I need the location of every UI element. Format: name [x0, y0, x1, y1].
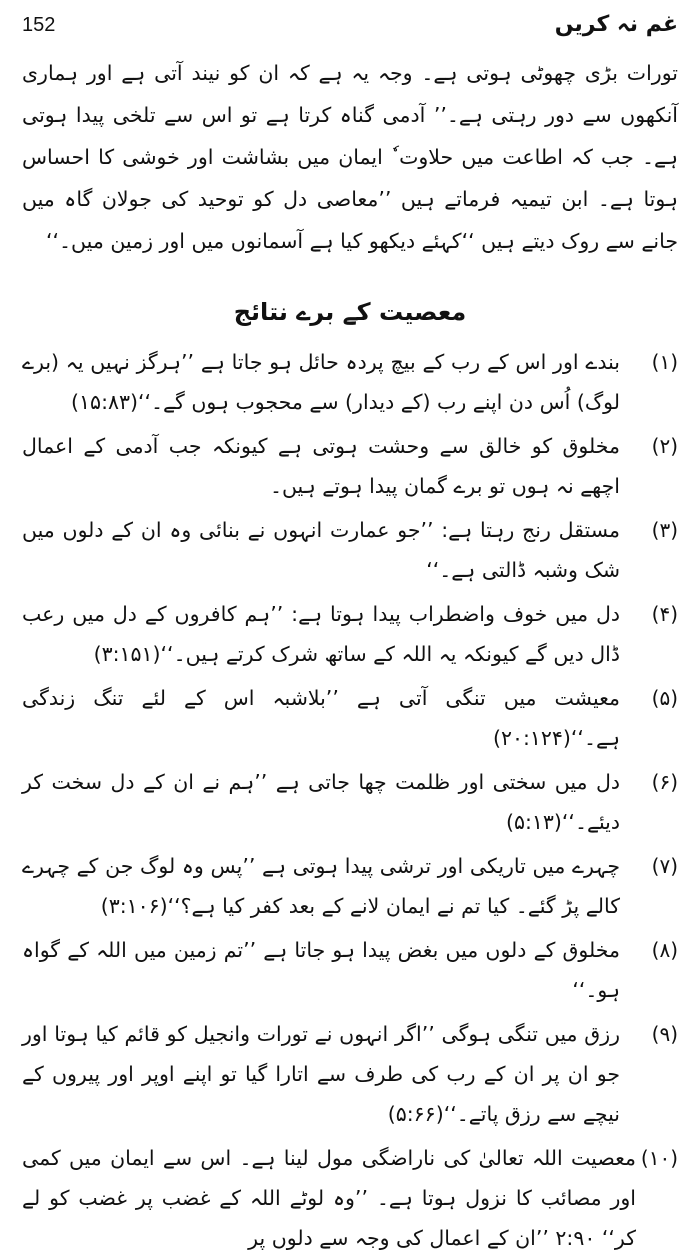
item-number: (۹) — [651, 1022, 678, 1046]
item-number: (۷) — [651, 854, 678, 878]
list-item — [22, 342, 678, 422]
list-item — [22, 846, 678, 926]
list-item — [22, 1014, 678, 1134]
item-number: (۸) — [651, 938, 678, 962]
item-text: بندے اور اس کے رب کے بیچ پردہ حائل ہو جاتا ہے ’’ہرگز نہیں یہ (برے لوگ) اُس دن اپنے رب (کے دیدار) سے محجوب ہوں گے۔‘‘(۱۵:۸۳) — [22, 350, 620, 414]
list-item — [22, 678, 678, 758]
item-text: معصیت اللہ تعالیٰ کی ناراضگی مول لینا ہے۔ اس سے ایمان میں کمی اور مصائب کا نزول ہوتا ہے۔ ’’وہ لوٹے اللہ کے غضب پر غضب کو لے کر‘‘ ۲:۹۰ ’’ان کے اعمال کی وجہ سے دلوں پر — [22, 1146, 636, 1250]
item-text: چہرے میں تاریکی اور ترشی پیدا ہوتی ہے ’’پس وہ لوگ جن کے چہرے کالے پڑ گئے۔ کیا تم نے ایمان لانے کے بعد کفر کیا ہے؟‘‘(۳:۱۰۶) — [22, 854, 620, 918]
item-number: (۲) — [651, 434, 678, 458]
item-text: رزق میں تنگی ہوگی ’’اگر انہوں نے تورات وانجیل کو قائم کیا ہوتا اور جو ان پر ان کے رب کی طرف سے اتارا گیا تو اپنے اوپر اور پیروں کے نیچے سے رزق پاتے۔‘‘(۵:۶۶) — [22, 1022, 620, 1126]
item-number: (۳) — [651, 518, 678, 542]
item-text: دل میں خوف واضطراب پیدا ہوتا ہے: ’’ہم کافروں کے دل میں رعب ڈال دیں گے کیونکہ یہ اللہ کے ساتھ شرک کرتے ہیں۔‘‘(۳:۱۵۱) — [22, 602, 620, 666]
item-number: (۴) — [651, 602, 678, 626]
list-item — [22, 510, 678, 590]
list-item — [22, 930, 678, 1010]
list-item — [22, 762, 678, 842]
list-item — [22, 594, 678, 674]
item-number: (۱۰) — [640, 1146, 678, 1170]
page-number: 152 — [22, 14, 56, 36]
item-number: (۵) — [651, 686, 678, 710]
intro-section — [22, 52, 678, 262]
item-text: مخلوق کو خالق سے وحشت ہوتی ہے کیونکہ جب آدمی کے اعمال اچھے نہ ہوں تو برے گمان پیدا ہوتے ہیں۔ — [22, 434, 620, 498]
item-text: معیشت میں تنگی آتی ہے ’’بلاشبہ اس کے لئے تنگ زندگی ہے۔‘‘(۲۰:۱۲۴) — [22, 686, 620, 750]
page-header — [22, 12, 678, 52]
consequences-list — [22, 342, 678, 1258]
item-number: (۶) — [651, 770, 678, 794]
list-item — [22, 1138, 678, 1258]
item-number: (۱) — [651, 350, 678, 374]
book-title: غم نہ کریں — [554, 12, 678, 37]
item-text: مخلوق کے دلوں میں بغض پیدا ہو جاتا ہے ’’تم زمین میں اللہ کے گواہ ہو۔‘‘ — [22, 938, 620, 1002]
section-heading: معصیت کے برے نتائج — [233, 298, 467, 326]
item-text: مستقل رنج رہتا ہے: ’’جو عمارت انہوں نے بنائی وہ ان کے دلوں میں شک وشبہ ڈالتی ہے۔‘‘ — [22, 518, 620, 582]
list-item — [22, 426, 678, 506]
item-text: دل میں سختی اور ظلمت چھا جاتی ہے ’’ہم نے ان کے دل سخت کر دیئے۔‘‘(۵:۱۳) — [22, 770, 620, 834]
intro-paragraph: تورات بڑی چھوٹی ہوتی ہے۔ وجہ یہ ہے کہ ان کو نیند آتی ہے اور ہماری آنکھوں سے دور رہتی ہے۔’’ آدمی گناہ کرتا ہے تو اس سے تلخی پیدا ہوتی ہے۔ جب کہ اطاعت میں حلاوت ٗ ایمان میں بشاشت اور خوشی کا احساس ہوتا ہے۔ ابن تیمیہ فرماتے ہیں ’’معاصی دل کو توحید کی جولان گاہ میں جانے سے روک دیتے ہیں ‘‘کہئے دیکھو کیا ہے آسمانوں میں اور زمین میں۔‘‘ — [22, 61, 678, 253]
